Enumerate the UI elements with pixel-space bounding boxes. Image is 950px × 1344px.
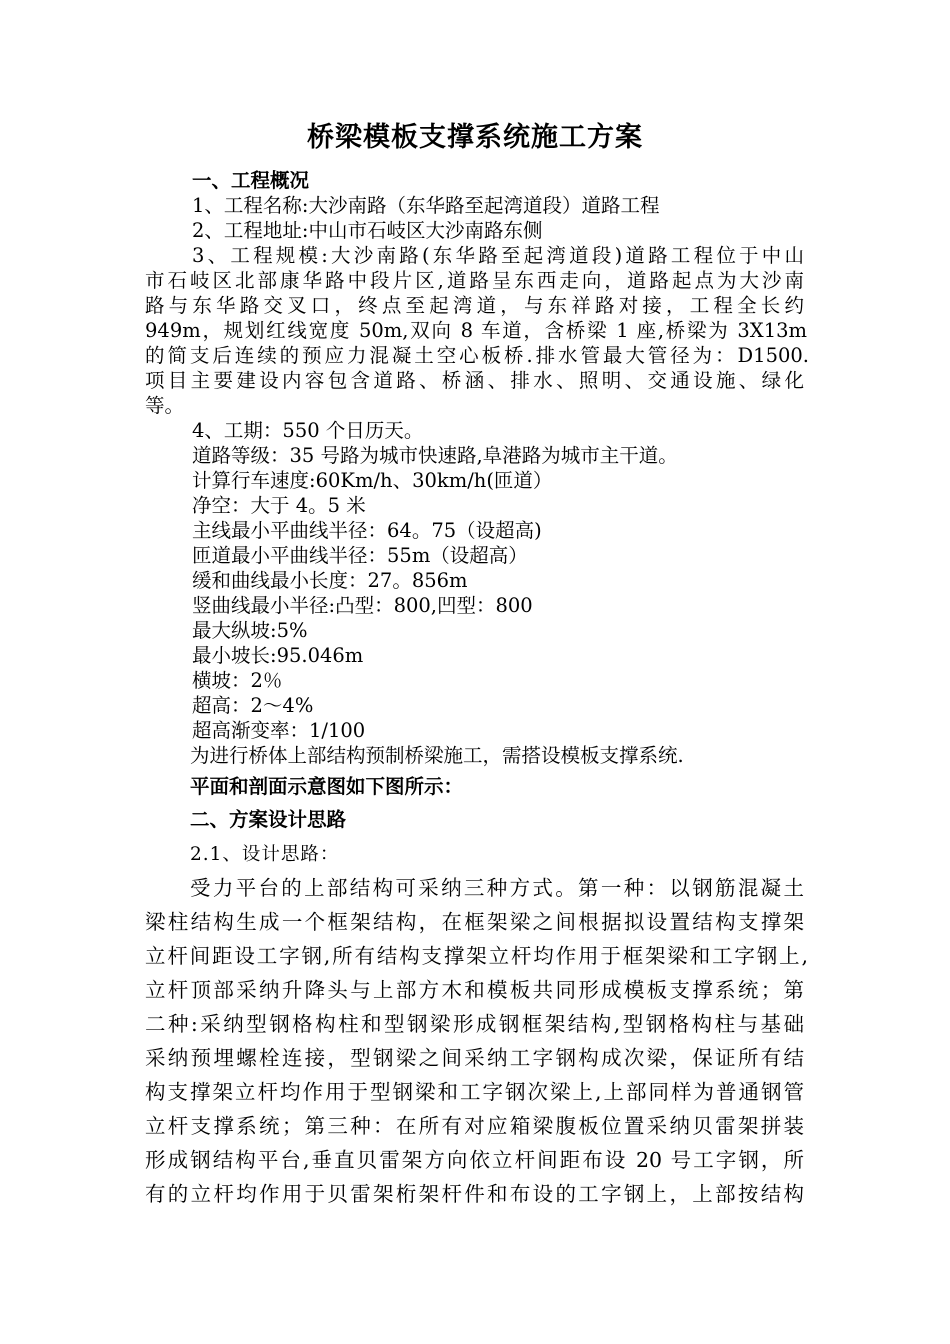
paragraph-line: 梁柱结构生成一个框架结构，在框架梁之间根据拟设置结构支撑架 <box>145 910 804 934</box>
paragraph-line: 949m，规划红线宽度 50m,双向 8 车道，含桥梁 1 座,桥梁为 3X13m <box>145 319 807 342</box>
paragraph-line: 立杆支撑系统；第三种：在所有对应箱梁腹板位置采纳贝雷架拼装 <box>145 1114 804 1138</box>
section2-heading: 二、方案设计思路 <box>190 808 347 831</box>
sub-heading: 2.1、设计思路： <box>190 844 340 865</box>
paragraph-line: 路与东华路交叉口，终点至起湾道，与东祥路对接，工程全长约 <box>145 294 804 317</box>
paragraph-line: 采纳预埋螺栓连接，型钢梁之间采纳工字钢构成次梁，保证所有结 <box>145 1046 804 1070</box>
document-title: 桥梁模板支撑系统施工方案 <box>307 122 643 153</box>
spec-item: 缓和曲线最小长度：27。856m <box>192 569 468 592</box>
paragraph-line: 立杆顶部采纳升降头与上部方木和模板共同形成模板支撑系统；第 <box>145 978 804 1002</box>
section1-heading: 一、工程概况 <box>192 169 310 192</box>
paragraph-line: 市石岐区北部康华路中段片区,道路呈东西走向，道路起点为大沙南 <box>145 269 804 292</box>
spec-item: 横坡：2％ <box>192 669 283 692</box>
paragraph-line: 立杆间距设工字钢,所有结构支撑架立杆均作用于框架梁和工字钢上, <box>145 944 808 968</box>
paragraph-line: 二种:采纳型钢格构柱和型钢梁形成钢框架结构,型钢格构柱与基础 <box>145 1012 804 1036</box>
purpose-line: 为进行桥体上部结构预制桥梁施工，需搭设模板支撑系统. <box>190 744 684 767</box>
spec-item: 主线最小平曲线半径：64。75（设超高) <box>192 519 542 542</box>
spec-item: 道路等级：35 号路为城市快速路,阜港路为城市主干道。 <box>192 444 678 467</box>
spec-item: 净空：大于 4。5 米 <box>192 494 366 517</box>
spec-item: 计算行车速度:60Km/h、30km/h(匝道） <box>192 469 553 492</box>
project-name-item: 1、工程名称:大沙南路（东华路至起湾道段）道路工程 <box>192 194 660 217</box>
diagram-note: 平面和剖面示意图如下图所示： <box>190 775 464 798</box>
paragraph-line: 有的立杆均作用于贝雷架桁架杆件和布设的工字钢上，上部按结构 <box>145 1182 804 1206</box>
paragraph-line: 的简支后连续的预应力混凝土空心板桥.排水管最大管径为：D1500. <box>145 344 809 367</box>
paragraph-line: 项目主要建设内容包含道路、桥涵、排水、照明、交通设施、绿化 <box>145 369 804 392</box>
paragraph-line: 形成钢结构平台,垂直贝雷架方向依立杆间距布设 20 号工字钢，所 <box>145 1148 804 1172</box>
spec-item: 匝道最小平曲线半径：55m（设超高） <box>192 544 528 567</box>
spec-item: 超高渐变率：1/100 <box>192 719 366 742</box>
duration-item: 4、工期：550 个日历天。 <box>192 419 424 442</box>
spec-item: 最小坡长:95.046m <box>192 644 364 667</box>
spec-item: 超高：2～4% <box>192 694 314 717</box>
paragraph-line: 构支撑架立杆均作用于型钢梁和工字钢次梁上,上部同样为普通钢管 <box>145 1080 804 1104</box>
paragraph-line: 等。 <box>145 394 185 417</box>
paragraph-line: 3、工程规模:大沙南路(东华路至起湾道段)道路工程位于中山 <box>192 244 804 267</box>
spec-item: 竖曲线最小半径:凸型：800,凹型：800 <box>192 594 533 617</box>
spec-item: 最大纵坡:5% <box>192 619 308 642</box>
project-address-item: 2、工程地址:中山市石岐区大沙南路东侧 <box>192 219 543 242</box>
paragraph-line: 受力平台的上部结构可采纳三种方式。第一种：以钢筋混凝土 <box>190 876 804 900</box>
